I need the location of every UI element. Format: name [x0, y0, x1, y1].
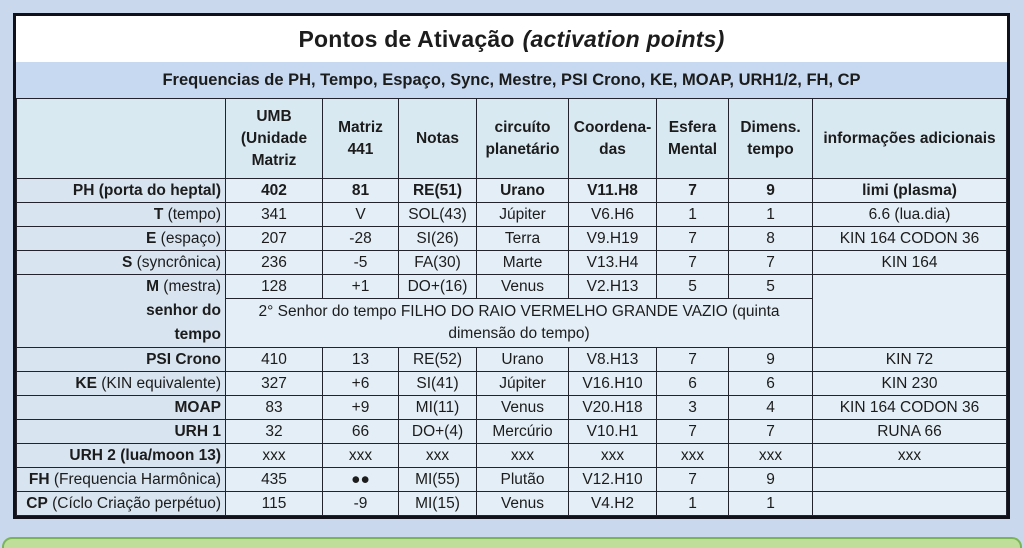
table-cell: +6	[323, 372, 399, 396]
table-cell: 7	[729, 251, 813, 275]
table-cell: Urano	[477, 348, 569, 372]
table-cell: 7	[657, 227, 729, 251]
page-title-main: Pontos de Ativação	[298, 25, 515, 52]
table-row-ke	[17, 372, 1007, 396]
table-cell: +9	[323, 396, 399, 420]
col-header-esfera-mental: Esfera Mental	[657, 99, 729, 179]
table-cell: 9	[729, 348, 813, 372]
table-row-urh1	[17, 420, 1007, 444]
activation-points-table	[16, 98, 1007, 516]
table-cell: xxx	[226, 444, 323, 468]
table-row-psi-crono	[17, 348, 1007, 372]
table-cell: 6.6 (lua.dia)	[813, 203, 1007, 227]
green-divider-bar	[2, 537, 1022, 548]
col-header-rowlabels	[17, 99, 226, 179]
table-row-t	[17, 203, 1007, 227]
table-cell: 1	[729, 492, 813, 516]
table-cell: DO+(4)	[399, 420, 477, 444]
table-cell: RE(51)	[399, 179, 477, 203]
col-header-matriz441: Matriz 441	[323, 99, 399, 179]
table-cell: V9.H19	[569, 227, 657, 251]
table-cell: SI(26)	[399, 227, 477, 251]
table-cell: 435	[226, 468, 323, 492]
table-cell: Júpiter	[477, 372, 569, 396]
table-cell: xxx	[813, 444, 1007, 468]
table-cell: KIN 164 CODON 36	[813, 396, 1007, 420]
table-cell: MI(11)	[399, 396, 477, 420]
table-row-fh	[17, 468, 1007, 492]
page-title-italic: (activation points)	[522, 25, 725, 52]
col-header-umb: UMB (Unidade Matriz	[226, 99, 323, 179]
table-cell: 32	[226, 420, 323, 444]
table-cell: KIN 230	[813, 372, 1007, 396]
table-cell: 5	[729, 275, 813, 299]
table-cell: Venus	[477, 275, 569, 299]
table-cell: Urano	[477, 179, 569, 203]
table-cell: 1	[657, 203, 729, 227]
row-label-senhor-do-tempo: senhor do tempo	[146, 302, 221, 343]
row-label-t: T (tempo)	[17, 203, 226, 227]
table-cell: V11.H8	[569, 179, 657, 203]
table-row-moap	[17, 396, 1007, 420]
table-cell: 1	[657, 492, 729, 516]
row-label-moap: MOAP	[17, 396, 226, 420]
table-cell: V6.H6	[569, 203, 657, 227]
table-cell: 83	[226, 396, 323, 420]
table-cell: MI(15)	[399, 492, 477, 516]
table-cell: Júpiter	[477, 203, 569, 227]
table-cell: 7	[729, 420, 813, 444]
table-cell: xxx	[569, 444, 657, 468]
table-cell: 8	[729, 227, 813, 251]
row-label-urh2: URH 2 (lua/moon 13)	[17, 444, 226, 468]
senhor-do-tempo-merged-cell: 2° Senhor do tempo FILHO DO RAIO VERMELHO GRANDE VAZIO (quinta dimensão do tempo)	[226, 299, 813, 348]
table-cell: V	[323, 203, 399, 227]
col-header-informacoes-adicionais: informações adicionais	[813, 99, 1007, 179]
table-cell: 410	[226, 348, 323, 372]
table-cell: Terra	[477, 227, 569, 251]
table-cell: xxx	[323, 444, 399, 468]
table-cell: 6	[729, 372, 813, 396]
table-row-s	[17, 251, 1007, 275]
table-cell-info-empty	[813, 275, 1007, 348]
row-label-cp: CP (Cíclo Criação perpétuo)	[17, 492, 226, 516]
table-cell: 7	[657, 420, 729, 444]
row-label-s: S (syncrônica)	[17, 251, 226, 275]
table-row-cp	[17, 492, 1007, 516]
row-label-psi-crono: PSI Crono	[17, 348, 226, 372]
row-label-fh: FH (Frequencia Harmônica)	[17, 468, 226, 492]
table-cell: V4.H2	[569, 492, 657, 516]
row-label-ph: PH (porta do heptal)	[17, 179, 226, 203]
table-cell: Plutão	[477, 468, 569, 492]
table-cell: 9	[729, 179, 813, 203]
row-label-m-senhor: M (mestra) senhor do tempo	[17, 275, 226, 348]
activation-points-table-frame	[13, 13, 1010, 519]
table-cell: 13	[323, 348, 399, 372]
table-cell: V20.H18	[569, 396, 657, 420]
table-subtitle	[16, 62, 1007, 98]
col-header-circuito-planetario: circuíto planetário	[477, 99, 569, 179]
col-header-dimens-tempo: Dimens. tempo	[729, 99, 813, 179]
table-cell: RE(52)	[399, 348, 477, 372]
subtitle-text: Frequencias de PH, Tempo, Espaço, Sync, Mestre, PSI Crono, KE, MOAP, URH1/2, FH, CP	[162, 70, 861, 89]
table-cell: 341	[226, 203, 323, 227]
table-cell-dots: ●●	[323, 468, 399, 492]
table-cell: 7	[657, 179, 729, 203]
table-cell: xxx	[729, 444, 813, 468]
table-row-m	[17, 275, 1007, 299]
table-cell: 1	[729, 203, 813, 227]
table-cell: 66	[323, 420, 399, 444]
table-cell: V2.H13	[569, 275, 657, 299]
page-title	[16, 16, 1007, 62]
table-cell: xxx	[477, 444, 569, 468]
table-cell: V12.H10	[569, 468, 657, 492]
table-cell: 9	[729, 468, 813, 492]
table-cell: 5	[657, 275, 729, 299]
table-cell: 6	[657, 372, 729, 396]
table-cell: Venus	[477, 396, 569, 420]
table-cell: xxx	[657, 444, 729, 468]
table-cell: FA(30)	[399, 251, 477, 275]
table-cell: 7	[657, 468, 729, 492]
table-cell: 7	[657, 251, 729, 275]
table-cell: V13.H4	[569, 251, 657, 275]
row-label-ke: KE (KIN equivalente)	[17, 372, 226, 396]
table-cell: -28	[323, 227, 399, 251]
table-cell: 81	[323, 179, 399, 203]
table-cell: 7	[657, 348, 729, 372]
table-cell: 128	[226, 275, 323, 299]
table-cell: DO+(16)	[399, 275, 477, 299]
table-cell: 3	[657, 396, 729, 420]
table-cell: V8.H13	[569, 348, 657, 372]
table-cell: V10.H1	[569, 420, 657, 444]
table-cell	[813, 492, 1007, 516]
col-header-notas: Notas	[399, 99, 477, 179]
header-row	[17, 99, 1007, 179]
table-row-e	[17, 227, 1007, 251]
table-cell: V16.H10	[569, 372, 657, 396]
table-cell: SI(41)	[399, 372, 477, 396]
table-cell: RUNA 66	[813, 420, 1007, 444]
table-cell: Mercúrio	[477, 420, 569, 444]
table-cell: limi (plasma)	[813, 179, 1007, 203]
col-header-coordenadas: Coordena- das	[569, 99, 657, 179]
table-row-urh2	[17, 444, 1007, 468]
table-cell: 402	[226, 179, 323, 203]
table-cell: 115	[226, 492, 323, 516]
table-cell: 327	[226, 372, 323, 396]
table-cell: KIN 164	[813, 251, 1007, 275]
table-cell: SOL(43)	[399, 203, 477, 227]
table-cell	[813, 468, 1007, 492]
table-cell: 207	[226, 227, 323, 251]
table-cell: 236	[226, 251, 323, 275]
table-cell: -5	[323, 251, 399, 275]
table-cell: -9	[323, 492, 399, 516]
table-cell: MI(55)	[399, 468, 477, 492]
table-cell: Marte	[477, 251, 569, 275]
table-cell: KIN 164 CODON 36	[813, 227, 1007, 251]
table-cell: +1	[323, 275, 399, 299]
row-label-urh1: URH 1	[17, 420, 226, 444]
table-row-ph	[17, 179, 1007, 203]
row-label-e: E (espaço)	[17, 227, 226, 251]
table-cell: Venus	[477, 492, 569, 516]
table-cell: KIN 72	[813, 348, 1007, 372]
table-cell: 4	[729, 396, 813, 420]
table-cell: xxx	[399, 444, 477, 468]
